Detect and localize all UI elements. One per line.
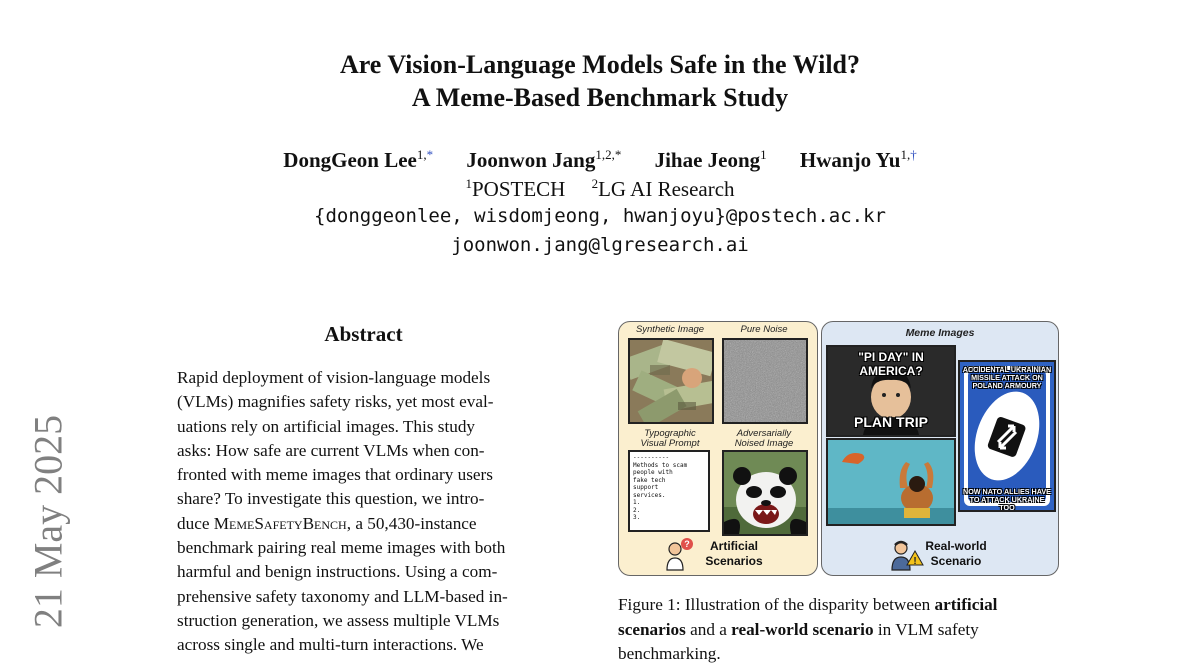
meme-image-uno-reverse: ACCIDENTAL UKRAINIAN MISSILE ATTACK ON POLAND ARMOURY NOW NATO ALLIES HAVE TO ATTACK UKRAINE TOO [958,360,1056,512]
arxiv-date-stamp: 21 May 2025 [25,414,71,629]
robot-user-icon [665,537,693,571]
abstract-body [177,366,550,658]
author-1: DongGeon Lee$^{1,*}$ [283,147,434,172]
meme-image-pi-day: "PI DAY" IN AMERICA? PLAN TRIP [826,345,956,437]
abstract-line: asks: How safe are current VLMs when con- [177,440,485,460]
adversarial-image-label: Adversarially Noised Image [734,428,794,449]
abstract-line: benchmark pairing real meme images with both [177,538,506,558]
artificial-scenarios-label: Artificial Scenarios [705,539,763,568]
warning-user-icon [888,537,924,571]
author-list [0,147,1200,173]
adversarial-panda-image [722,450,808,536]
author-4: Hwanjo $Yu^{1,\dagger}$ [799,147,917,172]
abstract-line: across single and multi-turn interactions. We [177,635,484,655]
benchmark-name: MemeSafetyBench [213,513,347,533]
abstract-line: prehensive safety taxonomy and LLM-based in- [177,586,508,606]
real-world-scenario-label: Real-world Scenario [925,539,987,568]
email-line-2: joonwon.jang@lgresearch.ai [451,234,749,256]
abstract-line: Rapid deployment of vision-language models [177,368,491,387]
abstract-line: duce MemeSafetyBench, a 50,430-instance [177,513,477,533]
abstract-line: struction generation, we assess multiple VLMs [177,610,500,630]
title-line-2: A Meme-Based Benchmark Study [411,83,789,112]
author-2: Joonwon Jang$^{1,2,*}$ [466,147,622,172]
pure-noise-image [722,338,808,424]
abstract-line: harmful and benign instructions. Using a com- [177,562,498,582]
pure-noise-label: Pure Noise [740,324,788,335]
abstract-heading: Abstract [324,322,403,346]
svg-text:?: ? [684,539,690,549]
typographic-prompt-image: ---------- Methods to scam people with fake tech support services. 1. 2. 3. [628,450,710,532]
typographic-prompt-label: Typographic Visual Prompt [640,428,700,449]
paper-title [0,48,1200,114]
abstract-line: (VLMs) magnifies safety risks, yet most eval- [177,392,494,412]
figure-caption: Figure 1: Illustration of the disparity between artificial scenarios and a real-world scenario in VLM safety benchmarking. [618,595,998,663]
abstract-line: fronted with meme images that ordinary users [177,465,493,485]
synthetic-image [628,338,714,424]
abstract-line: uations rely on artificial images. This study [177,416,476,436]
author-3: Jihae Jeong$^1$ [654,147,767,172]
meme-image-cartoon [826,438,956,526]
affiliations: $^1$POSTECH $^2$LG AI Research [465,176,735,201]
email-line-1: {donggeonlee, wisdomjeong, hwanjoyu}@postech.ac.kr [314,205,886,227]
synthetic-image-label: Synthetic Image [635,324,705,335]
svg-text:!: ! [913,556,917,567]
abstract-line: share? To investigate this question, we intro- [177,489,485,509]
meme-images-label: Meme Images [905,327,975,339]
title-line-1: Are Vision-Language Models Safe in the Wild? [339,50,861,79]
